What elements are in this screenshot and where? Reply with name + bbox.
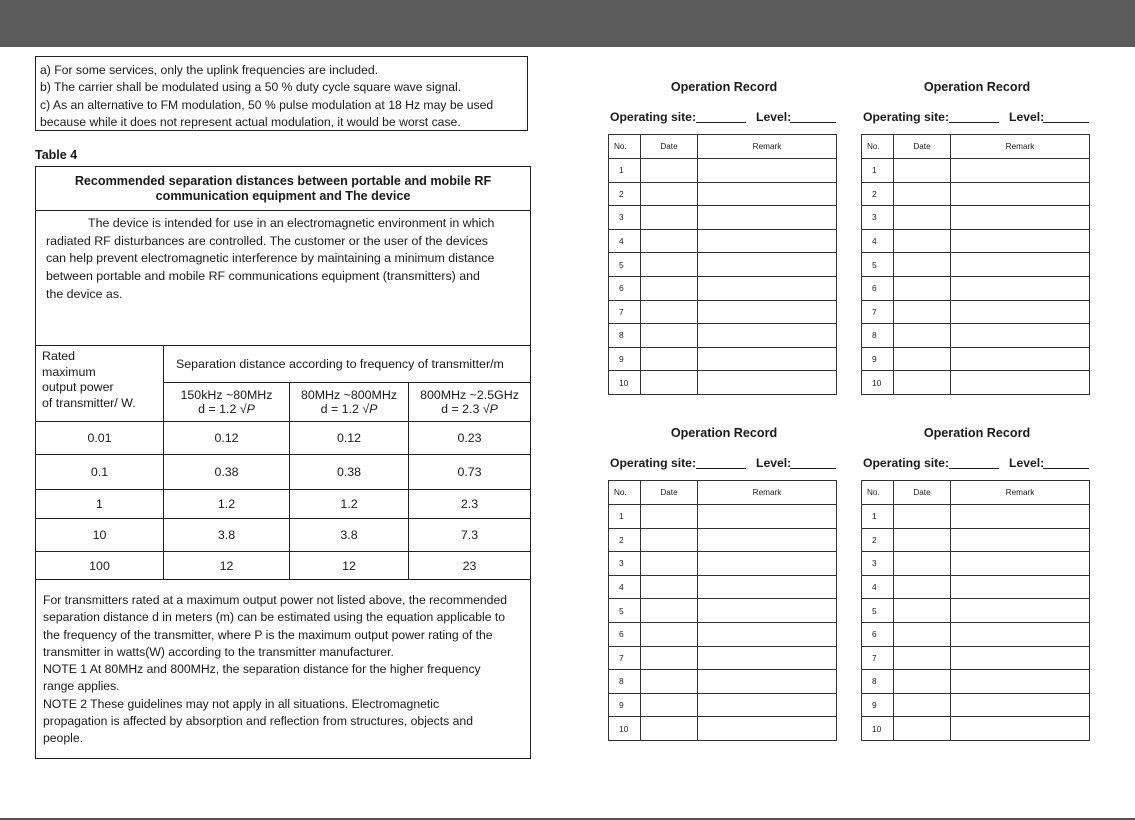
record-number: 2 — [609, 528, 641, 552]
record-number: 8 — [609, 324, 641, 348]
record-date-cell[interactable] — [641, 528, 698, 552]
record-remark-cell[interactable] — [698, 693, 837, 717]
col-remark: Remark — [951, 481, 1090, 505]
record-header-row — [609, 481, 837, 505]
record-fields — [608, 110, 840, 126]
record-remark-cell[interactable] — [698, 552, 837, 576]
record-row — [862, 505, 1090, 529]
record-remark-cell[interactable] — [951, 347, 1090, 371]
record-remark-cell[interactable] — [698, 229, 837, 253]
record-number: 3 — [609, 206, 641, 230]
record-number: 6 — [862, 622, 894, 646]
record-remark-cell[interactable] — [698, 646, 837, 670]
record-number: 6 — [609, 622, 641, 646]
record-remark-cell[interactable] — [698, 622, 837, 646]
record-number: 8 — [862, 324, 894, 348]
record-number: 2 — [862, 528, 894, 552]
record-fields — [861, 110, 1093, 126]
record-number: 4 — [862, 575, 894, 599]
record-number: 3 — [609, 552, 641, 576]
level-label: Level: — [756, 456, 792, 470]
note-c-cont: because while it does not represent actual modulation, it would be worst case. — [40, 115, 461, 130]
record-date-cell[interactable] — [641, 253, 698, 277]
record-number: 10 — [862, 371, 894, 395]
record-number: 9 — [609, 347, 641, 371]
record-date-cell[interactable] — [641, 300, 698, 324]
record-date-cell[interactable] — [894, 159, 951, 183]
record-date-cell[interactable] — [894, 575, 951, 599]
col-remark: Remark — [951, 135, 1090, 159]
separation-distance-table — [35, 166, 531, 759]
record-date-cell[interactable] — [641, 206, 698, 230]
record-number: 7 — [862, 646, 894, 670]
record-table — [608, 480, 837, 741]
operation-record-form — [608, 426, 840, 734]
operating-site-blank[interactable] — [949, 468, 999, 469]
record-remark-cell[interactable] — [951, 670, 1090, 694]
record-number: 1 — [609, 159, 641, 183]
record-date-cell[interactable] — [894, 206, 951, 230]
record-row — [609, 717, 837, 741]
table-row: 100 12 12 23 — [36, 552, 531, 580]
record-number: 2 — [609, 182, 641, 206]
record-row — [609, 324, 837, 348]
operation-record-form — [861, 80, 1093, 388]
table-label: Table 4 — [35, 148, 78, 162]
band-header-3: 800MHz ~2.5GHz d = 2.3 √P — [409, 383, 531, 422]
note-a: a) For some services, only the uplink frequencies are included. — [40, 63, 379, 77]
record-remark-cell[interactable] — [951, 253, 1090, 277]
record-title: Operation Record — [670, 426, 778, 440]
record-row — [609, 206, 837, 230]
record-date-cell[interactable] — [894, 552, 951, 576]
record-date-cell[interactable] — [894, 324, 951, 348]
record-title: Operation Record — [670, 80, 778, 94]
col-date: Date — [641, 481, 698, 505]
record-number: 1 — [862, 505, 894, 529]
record-number: 7 — [862, 300, 894, 324]
record-number: 9 — [609, 693, 641, 717]
record-table — [608, 134, 837, 395]
record-header-row — [609, 135, 837, 159]
record-row — [609, 599, 837, 623]
record-row — [609, 159, 837, 183]
record-date-cell[interactable] — [894, 300, 951, 324]
col-date: Date — [894, 481, 951, 505]
record-header-row — [862, 135, 1090, 159]
record-date-cell[interactable] — [641, 505, 698, 529]
record-remark-cell[interactable] — [951, 646, 1090, 670]
record-number: 4 — [609, 575, 641, 599]
record-fields — [608, 456, 840, 472]
record-remark-cell[interactable] — [698, 599, 837, 623]
table-intro: The device is intended for use in an electromagnetic environment in which radiated RF disturbances are controlled. The customer or the user of the devices can help prevent electromagnetic interference by maintaining a minimum distance between portable and mobile RF communications equipment (transmitters) and the device as. — [36, 211, 531, 346]
record-remark-cell[interactable] — [951, 622, 1090, 646]
record-row — [862, 622, 1090, 646]
record-remark-cell[interactable] — [951, 229, 1090, 253]
record-number: 9 — [862, 693, 894, 717]
level-label: Level: — [1009, 110, 1045, 124]
record-remark-cell[interactable] — [951, 528, 1090, 552]
record-row — [862, 324, 1090, 348]
record-table — [861, 480, 1090, 741]
record-number: 4 — [609, 229, 641, 253]
record-remark-cell[interactable] — [698, 253, 837, 277]
record-remark-cell[interactable] — [698, 371, 837, 395]
record-date-cell[interactable] — [641, 575, 698, 599]
record-row — [609, 622, 837, 646]
record-row — [862, 300, 1090, 324]
record-number: 10 — [609, 717, 641, 741]
record-row — [609, 182, 837, 206]
record-date-cell[interactable] — [641, 324, 698, 348]
col-date: Date — [641, 135, 698, 159]
operation-record-form — [861, 426, 1093, 734]
operating-site-label: Operating site: — [863, 110, 950, 124]
record-remark-cell[interactable] — [951, 182, 1090, 206]
record-number: 10 — [862, 717, 894, 741]
record-row — [862, 182, 1090, 206]
record-date-cell[interactable] — [641, 693, 698, 717]
record-row — [862, 371, 1090, 395]
col-no: No. — [862, 135, 894, 159]
record-number: 8 — [862, 670, 894, 694]
col-no: No. — [609, 135, 641, 159]
record-remark-cell[interactable] — [698, 300, 837, 324]
record-remark-cell[interactable] — [698, 182, 837, 206]
table-row: 1 1.2 1.2 2.3 — [36, 490, 531, 519]
rated-power-header: Rated maximum output power of transmitter/ W. — [36, 346, 164, 422]
record-date-cell[interactable] — [894, 717, 951, 741]
col-remark: Remark — [698, 481, 837, 505]
record-date-cell[interactable] — [641, 670, 698, 694]
record-row — [609, 670, 837, 694]
record-date-cell[interactable] — [894, 528, 951, 552]
record-row — [609, 253, 837, 277]
record-number: 10 — [609, 371, 641, 395]
record-row — [862, 575, 1090, 599]
record-date-cell[interactable] — [641, 347, 698, 371]
record-remark-cell[interactable] — [951, 206, 1090, 230]
record-title: Operation Record — [923, 426, 1031, 440]
level-label: Level: — [1009, 456, 1045, 470]
record-number: 3 — [862, 206, 894, 230]
record-title: Operation Record — [923, 80, 1031, 94]
record-number: 1 — [609, 505, 641, 529]
record-row — [862, 670, 1090, 694]
col-remark: Remark — [698, 135, 837, 159]
record-row — [862, 693, 1090, 717]
record-date-cell[interactable] — [894, 622, 951, 646]
record-fields — [861, 456, 1093, 472]
record-date-cell[interactable] — [641, 159, 698, 183]
record-number: 6 — [862, 276, 894, 300]
record-date-cell[interactable] — [641, 182, 698, 206]
record-remark-cell[interactable] — [698, 575, 837, 599]
record-row — [862, 159, 1090, 183]
record-row — [862, 528, 1090, 552]
record-header-row — [862, 481, 1090, 505]
record-number: 4 — [862, 229, 894, 253]
level-label: Level: — [756, 110, 792, 124]
notes-box — [35, 56, 528, 131]
record-row — [609, 347, 837, 371]
record-remark-cell[interactable] — [951, 371, 1090, 395]
record-date-cell[interactable] — [894, 505, 951, 529]
record-remark-cell[interactable] — [951, 575, 1090, 599]
note-b: b) The carrier shall be modulated using a 50 % duty cycle square wave signal. — [40, 80, 462, 95]
record-number: 5 — [609, 253, 641, 277]
record-remark-cell[interactable] — [698, 276, 837, 300]
operating-site-label: Operating site: — [610, 110, 697, 124]
record-number: 3 — [862, 552, 894, 576]
record-number: 7 — [609, 646, 641, 670]
record-row — [862, 347, 1090, 371]
record-row — [609, 371, 837, 395]
record-date-cell[interactable] — [894, 347, 951, 371]
record-number: 5 — [862, 599, 894, 623]
record-date-cell[interactable] — [894, 693, 951, 717]
record-remark-cell[interactable] — [951, 717, 1090, 741]
record-row — [609, 528, 837, 552]
record-remark-cell[interactable] — [698, 159, 837, 183]
record-row — [862, 646, 1090, 670]
record-date-cell[interactable] — [894, 253, 951, 277]
col-no: No. — [862, 481, 894, 505]
table-row: 0.01 0.12 0.12 0.23 — [36, 422, 531, 455]
record-date-cell[interactable] — [641, 599, 698, 623]
top-bar-left — [0, 0, 566, 47]
record-remark-cell[interactable] — [951, 599, 1090, 623]
record-number: 2 — [862, 182, 894, 206]
table-row: 10 3.8 3.8 7.3 — [36, 519, 531, 552]
record-date-cell[interactable] — [894, 646, 951, 670]
record-remark-cell[interactable] — [951, 505, 1090, 529]
table-footnote: For transmitters rated at a maximum output power not listed above, the recommended separation distance d in meters (m) can be estimated using the equation applicable to the frequency of the transmitter, where P is the maximum output power rating of the transmitter in watts(W) according to the transmitter manufacturer. NOTE 1 At 80MHz and 800MHz, the separation distance for the higher frequency range applies. NOTE 2 These guidelines may not apply in all situations. Electromagnetic propagation is affected by absorption and reflection from structures, objects and people. — [36, 580, 531, 759]
table-row: 0.1 0.38 0.38 0.73 — [36, 455, 531, 490]
band-header-2: 80MHz ~800MHz d = 1.2 √P — [290, 383, 409, 422]
record-row — [609, 300, 837, 324]
record-number: 7 — [609, 300, 641, 324]
record-date-cell[interactable] — [641, 622, 698, 646]
record-number: 9 — [862, 347, 894, 371]
operation-record-form — [608, 80, 840, 388]
record-table — [861, 134, 1090, 395]
record-date-cell[interactable] — [641, 717, 698, 741]
table-title: Recommended separation distances between portable and mobile RF communication equipment and The device — [36, 167, 531, 211]
record-date-cell[interactable] — [641, 229, 698, 253]
record-number: 5 — [862, 253, 894, 277]
record-row — [609, 229, 837, 253]
record-date-cell[interactable] — [894, 599, 951, 623]
record-date-cell[interactable] — [894, 670, 951, 694]
operating-site-blank[interactable] — [696, 122, 746, 123]
record-number: 6 — [609, 276, 641, 300]
record-remark-cell[interactable] — [951, 300, 1090, 324]
record-date-cell[interactable] — [641, 552, 698, 576]
record-row — [609, 575, 837, 599]
record-remark-cell[interactable] — [698, 717, 837, 741]
band-header-1: 150kHz ~80MHz d = 1.2 √P — [164, 383, 290, 422]
operating-site-blank[interactable] — [696, 468, 746, 469]
separation-header: Separation distance according to frequency of transmitter/m — [164, 346, 531, 383]
record-remark-cell[interactable] — [951, 324, 1090, 348]
record-row — [862, 206, 1090, 230]
record-remark-cell[interactable] — [698, 528, 837, 552]
col-no: No. — [609, 481, 641, 505]
record-remark-cell[interactable] — [698, 347, 837, 371]
record-date-cell[interactable] — [894, 371, 951, 395]
record-row — [862, 229, 1090, 253]
level-blank[interactable] — [790, 468, 836, 469]
record-row — [862, 276, 1090, 300]
record-row — [609, 505, 837, 529]
level-blank[interactable] — [1043, 122, 1089, 123]
record-number: 8 — [609, 670, 641, 694]
record-date-cell[interactable] — [641, 276, 698, 300]
operating-site-label: Operating site: — [863, 456, 950, 470]
record-date-cell[interactable] — [894, 182, 951, 206]
record-remark-cell[interactable] — [951, 693, 1090, 717]
record-date-cell[interactable] — [894, 229, 951, 253]
record-number: 1 — [862, 159, 894, 183]
note-c: c) As an alternative to FM modulation, 50 % pulse modulation at 18 Hz may be used — [40, 97, 494, 112]
record-remark-cell[interactable] — [951, 159, 1090, 183]
col-date: Date — [894, 135, 951, 159]
record-remark-cell[interactable] — [951, 552, 1090, 576]
level-blank[interactable] — [1043, 468, 1089, 469]
record-row — [609, 276, 837, 300]
record-row — [862, 599, 1090, 623]
record-remark-cell[interactable] — [698, 505, 837, 529]
operating-site-label: Operating site: — [610, 456, 697, 470]
record-remark-cell[interactable] — [951, 276, 1090, 300]
record-row — [862, 717, 1090, 741]
record-remark-cell[interactable] — [698, 324, 837, 348]
top-bar-right — [566, 0, 1135, 47]
record-date-cell[interactable] — [894, 276, 951, 300]
record-row — [609, 646, 837, 670]
record-date-cell[interactable] — [641, 371, 698, 395]
record-row — [609, 693, 837, 717]
record-row — [609, 552, 837, 576]
record-row — [862, 253, 1090, 277]
record-remark-cell[interactable] — [698, 670, 837, 694]
level-blank[interactable] — [790, 122, 836, 123]
record-remark-cell[interactable] — [698, 206, 837, 230]
record-number: 5 — [609, 599, 641, 623]
operating-site-blank[interactable] — [949, 122, 999, 123]
record-date-cell[interactable] — [641, 646, 698, 670]
record-row — [862, 552, 1090, 576]
